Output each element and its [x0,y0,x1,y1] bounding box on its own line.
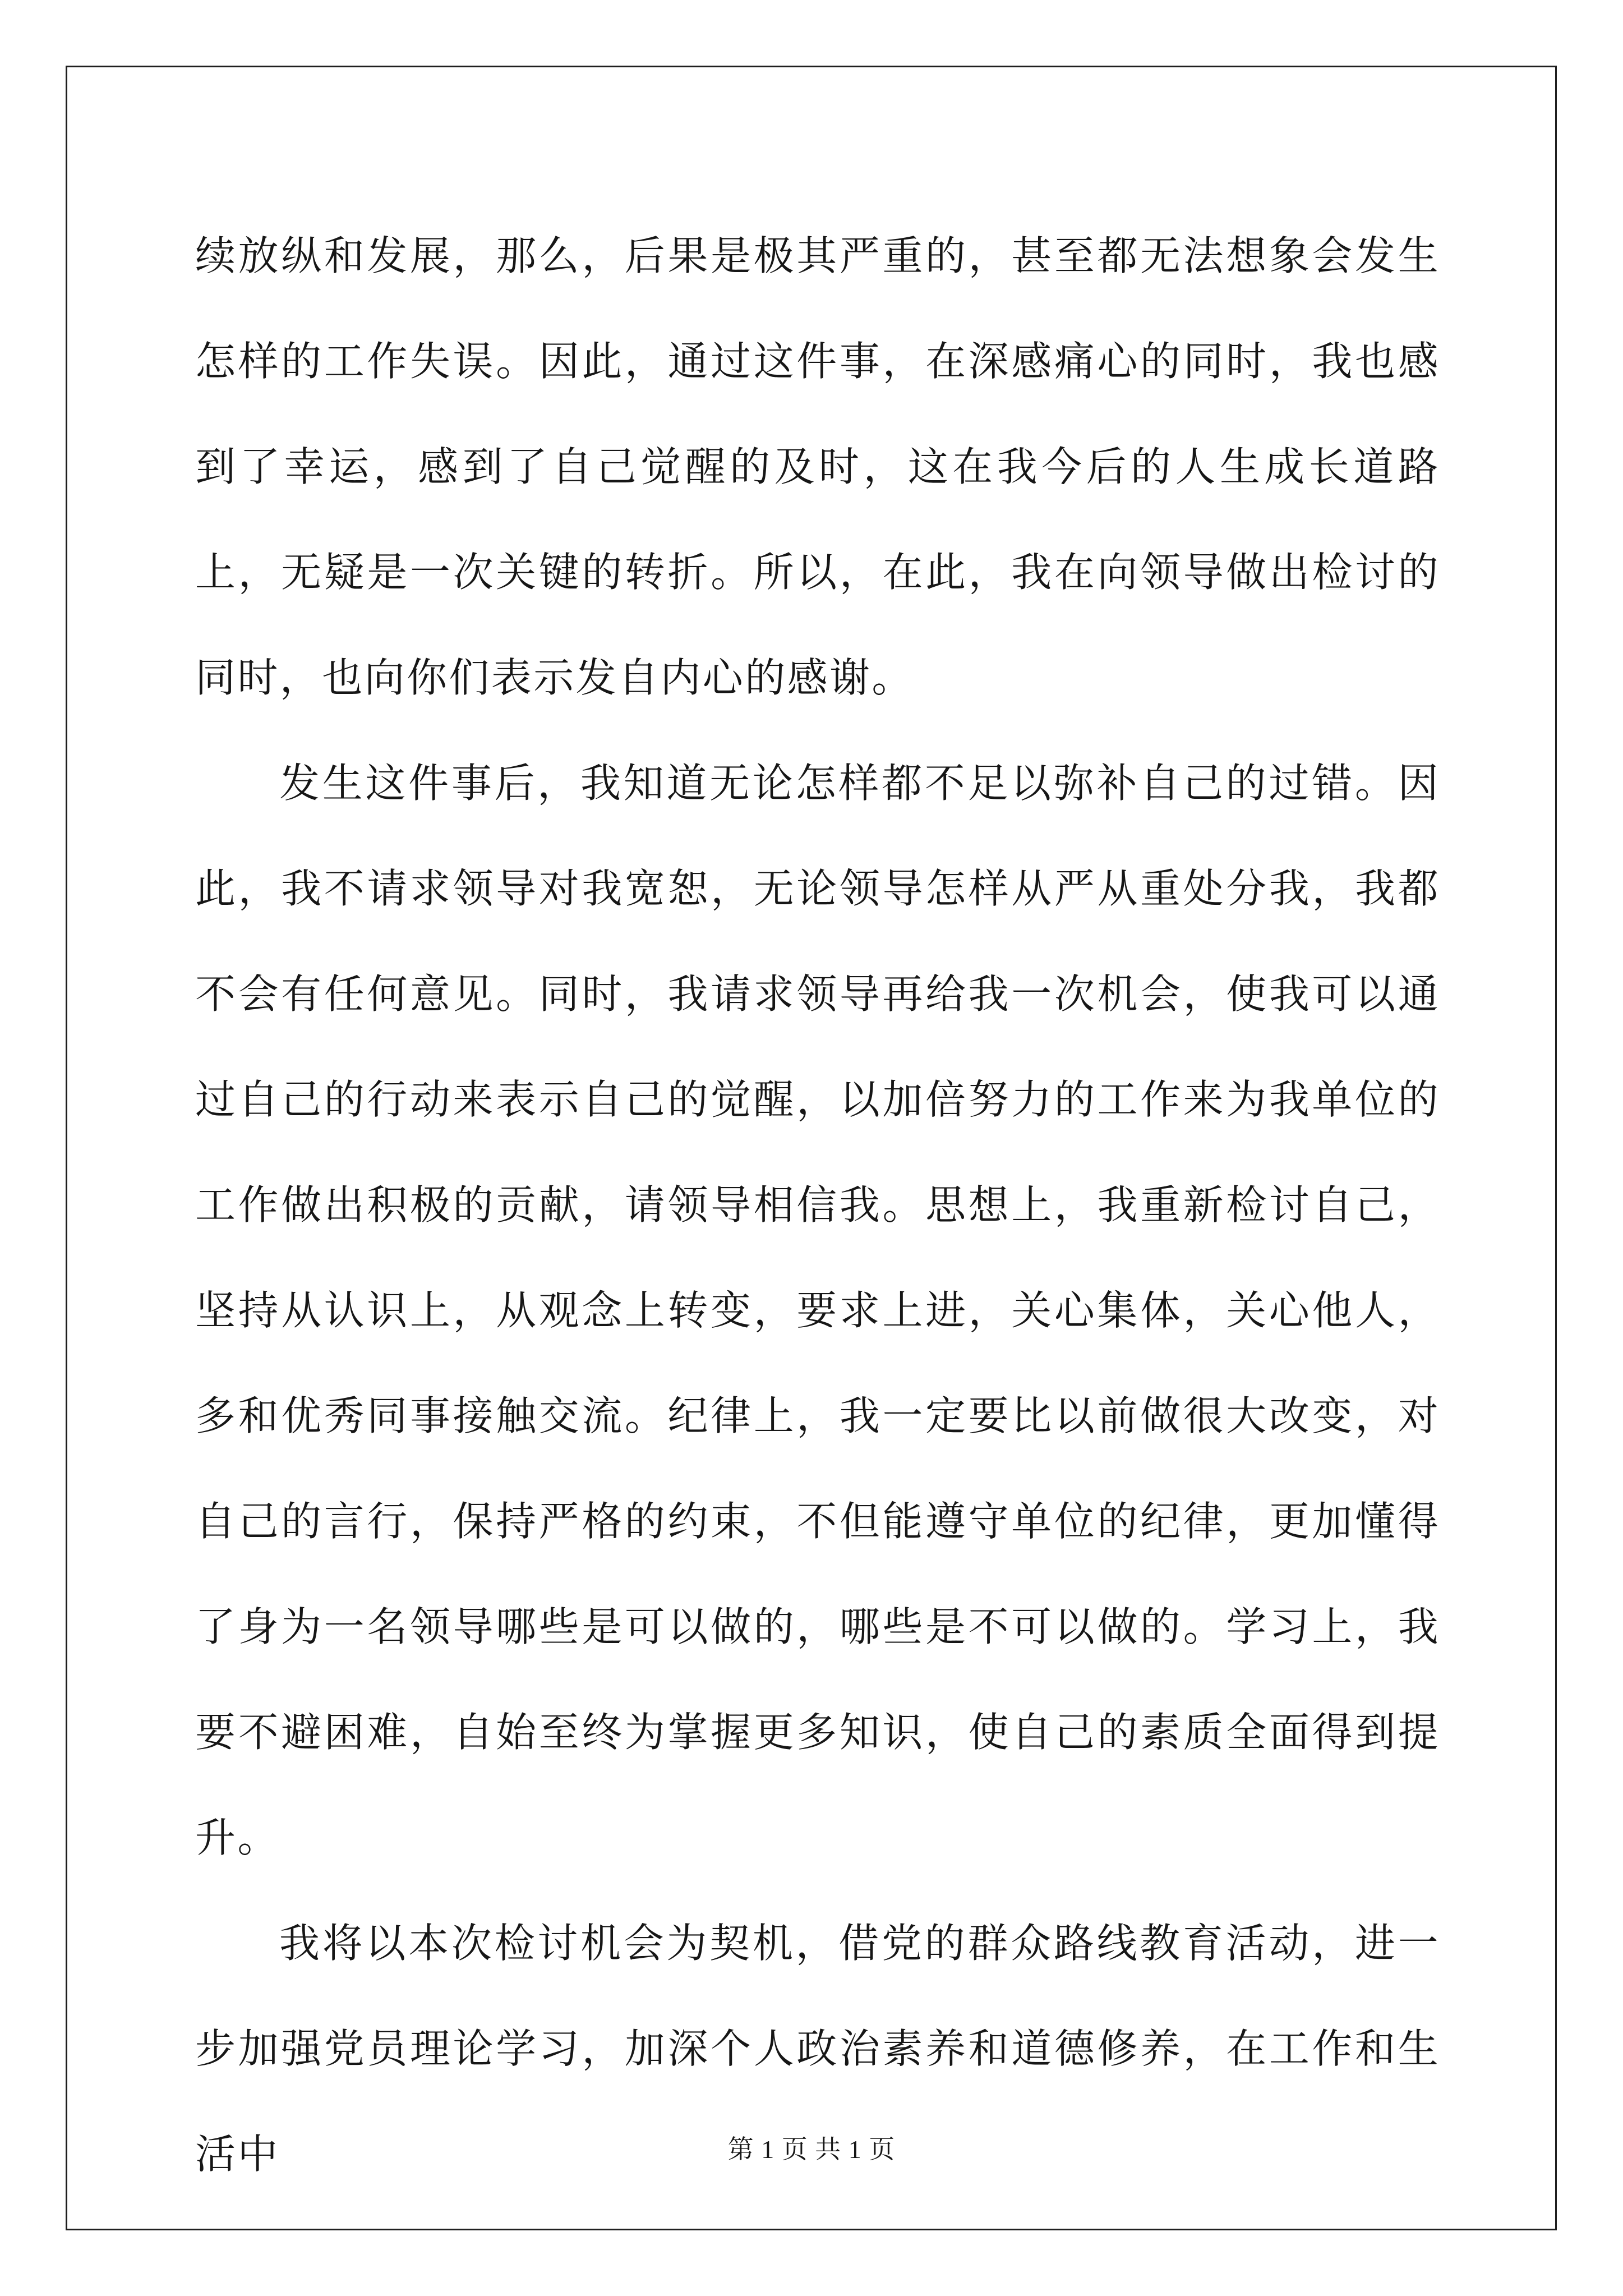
paragraph-1: 续放纵和发展，那么，后果是极其严重的，甚至都无法想象会发生怎样的工作失误。因此，通过这件事，在深感痛心的同时，我也感到了幸运，感到了自己觉醒的及时，这在我今后的人生成长道路上，无疑是一次关键的转折。所以，在此，我在向领导做出检讨的同时，也向你们表示发自内心的感谢。 [195,232,1440,701]
paragraph-3: 我将以本次检讨机会为契机，借党的群众路线教育活动，进一步加强党员理论学习，加深个人政治素养和道德修养，在工作和生活中 [195,1920,1440,2178]
document-body [195,203,1440,2207]
paragraph-2: 发生这件事后，我知道无论怎样都不足以弥补自己的过错。因此，我不请求领导对我宽恕，无论领导怎样从严从重处分我，我都不会有任何意见。同时，我请求领导再给我一次机会，使我可以通过自己的行动来表示自己的觉醒，以加倍努力的工作来为我单位的工作做出积极的贡献，请领导相信我。思想上，我重新检讨自己，坚持从认识上，从观念上转变，要求上进，关心集体，关心他人，多和优秀同事接触交流。纪律上，我一定要比以前做很大改变，对自己的言行，保持严格的约束，不但能遵守单位的纪律，更加懂得了身为一名领导哪些是可以做的，哪些是不可以做的。学习上，我要不避困难，自始至终为掌握更多知识，使自己的素质全面得到提升。 [195,760,1440,1861]
page-footer: 第 1 页 共 1 页 [727,2135,896,2164]
